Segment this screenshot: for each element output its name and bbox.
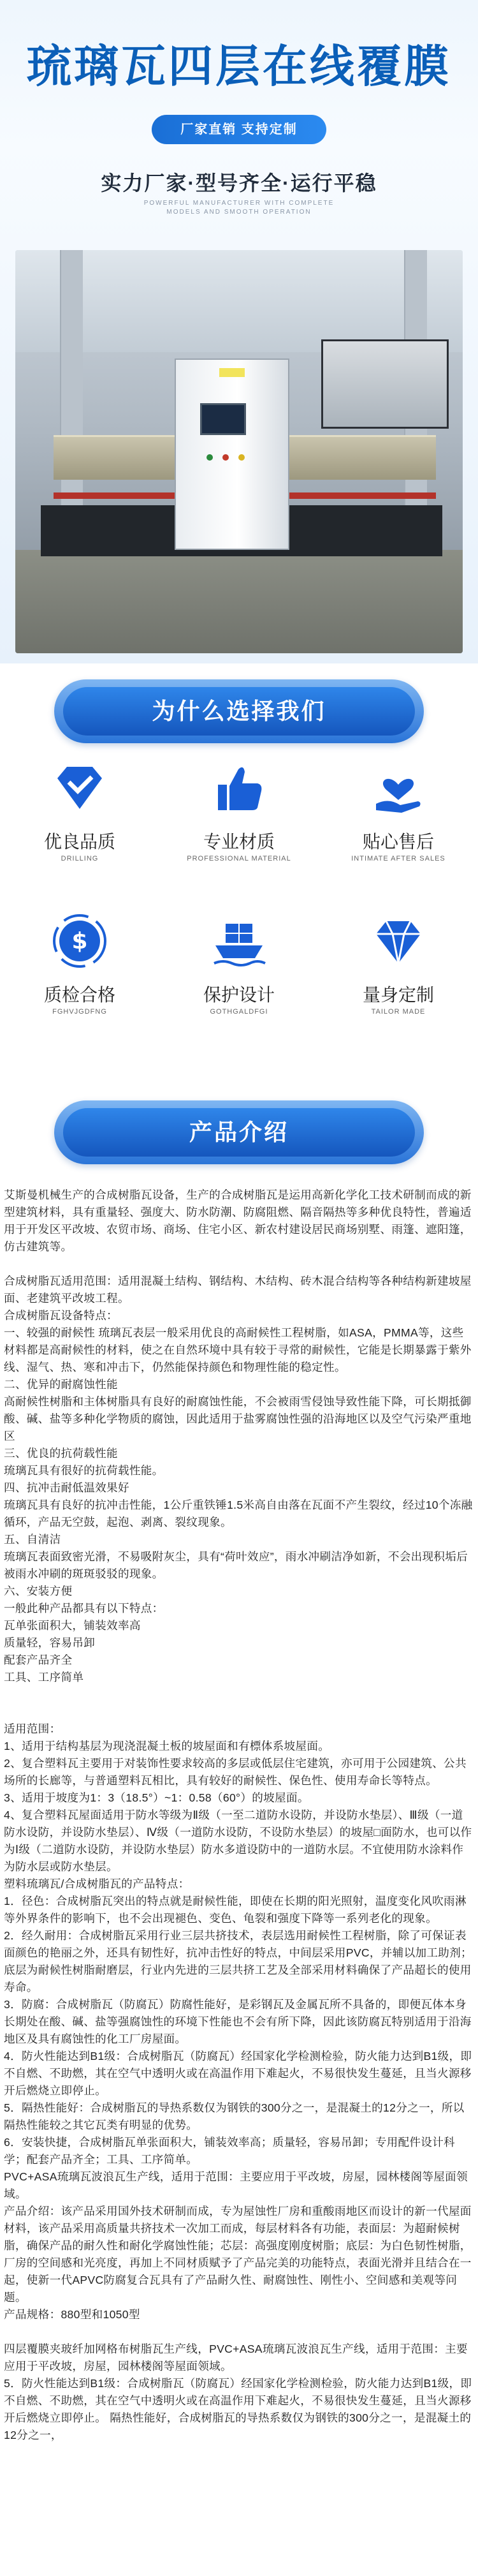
paragraph: 四层覆膜夹玻纤加网格布树脂瓦生产线，PVC+ASA琉璃瓦波浪瓦生产线，适用于范围：主要应用于平改坡，房屋，园林楼阁等屋面领域。	[4, 2343, 468, 2372]
hero-subtitle-en-line2: MODELS AND SMOOTH OPERATION	[166, 209, 312, 216]
paragraph: 二、优异的耐腐蚀性能	[4, 1378, 118, 1391]
feature-title: 保护设计	[203, 985, 275, 1005]
paragraph: 4、复合塑料瓦屋面适用于防水等级为Ⅱ级（一至二道防水设防，并设防水垫层）、Ⅲ级（一道防水设防，并设防水垫层）、Ⅳ级（一道防水设防，不设防水垫层）的坡屋□面防水，也可以作为Ⅰ级（二道防水设防，并设防水垫层）防水多道设防中的一道防水层。不宜使用防水涂料作为防水层或防水垫层。	[4, 1809, 472, 1873]
feature-title: 量身定制	[362, 985, 434, 1005]
hero-banner	[0, 0, 478, 663]
paragraph: 瓦单张面积大，铺装效率高	[4, 1619, 141, 1632]
feature-title: 贴心售后	[362, 832, 434, 852]
paragraph: 琉璃瓦具有很好的抗荷载性能。	[4, 1464, 164, 1477]
paragraph: 4．防火性能达到B1级：合成树脂瓦（防腐瓦）经国家化学检测检验，防火能力达到B1级，即不自燃、不助燃，其在空气中透明火或在高温作用下难起火，不易很快发生蔓延，且当火源移开后燃烧立即停止。	[4, 2050, 472, 2097]
dollar-globe-icon	[51, 912, 108, 970]
feature-title: 专业材质	[203, 832, 275, 852]
product-intro-text	[4, 1187, 474, 2444]
feature-grid	[0, 759, 478, 1053]
feature-title: 质检合格	[43, 985, 115, 1005]
paragraph-spacer	[4, 2323, 474, 2341]
feature-subtitle: INTIMATE AFTER SALES	[351, 855, 445, 862]
paragraph: 琉璃瓦表面致密光滑，不易吸附灰尘，具有“荷叶效应”，雨水冲刷洁净如新，不会出现积垢后被雨水冲刷的斑斑驳驳的现象。	[4, 1550, 468, 1580]
feature-subtitle: PROFESSIONAL MATERIAL	[187, 855, 291, 862]
feature-subtitle: TAILOR MADE	[371, 1008, 426, 1016]
paragraph: 适用范围：	[4, 1722, 61, 1735]
product-intro-heading	[54, 1100, 424, 1164]
product-intro-title: 产品介绍	[63, 1108, 415, 1157]
diamond-icon	[370, 912, 427, 970]
paragraph: 1．径色：合成树脂瓦突出的特点就是耐候性能，即使在长期的阳光照射，温度变化风吹雨淋等外界条件的影响下，也不会出现褪色、变色、龟裂和强度下降等一系列老化的现象。	[4, 1895, 467, 1925]
paragraph: 四、抗冲击耐低温效果好	[4, 1481, 129, 1494]
paragraph: PVC+ASA琉璃瓦波浪瓦生产线，适用于范围：主要应用于平改坡，房屋，园林楼阁等屋面领域。	[4, 2170, 468, 2200]
paragraph: 一般此种产品都具有以下特点：	[4, 1602, 164, 1615]
paragraph-spacer	[4, 1686, 474, 1703]
paragraph: 琉璃瓦具有良好的抗冲击性能，1公斤重铁锤1.5米高自由落在瓦面不产生裂纹，经过10个冻融循环，产品无空鼓，起泡、剥离、裂纹现象。	[4, 1499, 473, 1529]
feature-item	[319, 759, 478, 899]
paragraph: 5．隔热性能好：合成树脂瓦的导热系数仅为钢铁的300分之一，是混凝土的12分之一，所以隔热性能较之其它瓦类有明显的优势。	[4, 2101, 465, 2131]
feature-title: 优良品质	[43, 832, 115, 852]
heart-hand-icon	[370, 759, 427, 817]
paragraph: 五、自清洁	[4, 1533, 61, 1546]
paragraph: 2．经久耐用：合成树脂瓦采用行业三层共挤技术，表层选用耐候性工程树脂，除了可保证表面颜色的艳丽之外，还具有韧性好，抗冲击性好的特点，中间层采用PVC，并辅以加工助剂；底层为耐候性树脂耐磨层，行业内先进的三层共挤工艺及全部采用材料确保了产品超长的使用寿命。	[4, 1929, 472, 1994]
why-choose-heading	[54, 679, 424, 743]
paragraph: 1、适用于结构基层为现浇混凝土板的坡屋面和有標体系坡屋面。	[4, 1740, 330, 1752]
machine-photo	[15, 250, 463, 653]
paragraph: 三、优良的抗荷载性能	[4, 1447, 118, 1460]
feature-item	[159, 912, 319, 1053]
feature-item	[319, 912, 478, 1053]
paragraph: 六、安装方便	[4, 1585, 73, 1597]
paragraph: 2、复合塑料瓦主要用于对装饰性要求较高的多层或低层住宅建筑，亦可用于公园建筑、公共场所的长廊等，与普通塑料瓦相比，具有较好的耐候性、保色性、使用寿命长等特点。	[4, 1757, 467, 1787]
paragraph: 一、较强的耐候性 琉璃瓦表层一般采用优良的高耐候性工程树脂，如ASA，PMMA等，这些材料都是高耐候性的材料，使之在自然环境中具有较于寻常的耐候性，它能是长期暴露于紫外线、湿气、热、寒和冲击下，仍然能保持颜色和物理性能的稳定性。	[4, 1326, 472, 1373]
hero-title: 琉璃瓦四层在线覆膜	[27, 40, 451, 93]
cargo-ship-icon	[210, 912, 268, 970]
hero-badge: 厂家直销 支持定制	[152, 115, 326, 144]
paragraph-spacer	[4, 1703, 474, 1721]
paragraph: 配套产品齐全	[4, 1654, 73, 1666]
feature-subtitle: FGHVJGDFNG	[52, 1008, 107, 1016]
diamond-check-icon	[51, 759, 108, 817]
paragraph: 塑料琉璃瓦/合成树脂瓦的产品特点：	[4, 1877, 190, 1890]
feature-item	[0, 759, 159, 899]
paragraph: 3、适用于坡度为1：3（18.5°）~1：0.58（60°）的坡屋面。	[4, 1791, 309, 1804]
feature-item	[159, 759, 319, 899]
paragraph-spacer	[4, 1255, 474, 1273]
paragraph: 工具、工序简单	[4, 1671, 84, 1684]
hero-subtitle: 实力厂家·型号齐全·运行平稳	[101, 172, 377, 195]
hero-subtitle-en-line1: POWERFUL MANUFACTURER WITH COMPLETE	[143, 200, 335, 207]
paragraph: 合成树脂瓦适用范围：适用混凝土结构、钢结构、木结构、砖木混合结构等各种结构新建坡屋面、老建筑平改坡工程。	[4, 1275, 472, 1305]
paragraph: 产品规格：880型和1050型	[4, 2308, 140, 2321]
paragraph: 艾斯曼机械生产的合成树脂瓦设备，生产的合成树脂瓦是运用高新化学化工技术研制而成的新型建筑材料，具有重量轻、强度大、防水防潮、防腐阻燃、隔音隔热等多种优良特性，普遍适用于开发区平改坡、农贸市场、商场、住宅小区、新农村建设居民商场别墅、雨篷、遮阳篷，仿古建筑等。	[4, 1188, 472, 1253]
thumbs-up-icon	[210, 759, 268, 817]
why-choose-title: 为什么选择我们	[63, 687, 415, 736]
feature-subtitle: GOTHGALDFGI	[210, 1008, 268, 1016]
svg-text:$: $	[71, 928, 88, 954]
hero-subtitle-en	[0, 199, 478, 217]
paragraph: 质量轻，容易吊卸	[4, 1636, 96, 1649]
feature-subtitle: DRILLING	[61, 855, 99, 862]
paragraph: 5．防火性能达到B1级：合成树脂瓦（防腐瓦）经国家化学检测检验，防火能力达到B1级，即不自燃、不助燃，其在空气中透明火或在高温作用下难起火，不易很快发生蔓延，且当火源移开后燃烧立即停止。 隔热性能好，合成树脂瓦的导热系数仅为钢铁的300分之一，是混凝土的12分之一，	[4, 2377, 472, 2441]
feature-item	[0, 912, 159, 1053]
paragraph: 高耐候性树脂和主体树脂具有良好的耐腐蚀性能，不会被雨雪侵蚀导致性能下降，可长期抵御酸、碱、盐等多种化学物质的腐蚀，因此适用于盐雾腐蚀性强的沿海地区以及空气污染严重地区	[4, 1395, 472, 1442]
paragraph: 合成树脂瓦设备特点：	[4, 1309, 118, 1322]
paragraph: 6．安装快捷，合成树脂瓦单张面积大，铺装效率高；质量轻，容易吊卸；专用配件设计科学；配套产品齐全；工具、工序简单。	[4, 2136, 455, 2166]
paragraph: 3．防腐：合成树脂瓦（防腐瓦）防腐性能好，是彩钢瓦及金属瓦所不具备的，即便瓦体本身长期处在酸、碱、盐等强腐蚀性的环境下性能也不会有所下降，因此该防腐瓦特别适用于沿海地区及具有腐蚀性的化工厂房屋面。	[4, 1998, 472, 2045]
paragraph: 产品介绍：该产品采用国外技术研制而成，专为屋蚀性厂房和重酸雨地区而设计的新一代屋面材料，该产品采用高质量共挤技术一次加工而成，每层材料各有功能，表面层：为超耐候树脂，确保产品的耐久性和耐化学腐蚀性能；芯层：高强度刚度树脂；底层：为白色韧性树脂，厂房的空间感和光亮度，再加上不同材质赋予了产品完美的功能特点，表面光滑并且结合在一起，使新一代APVC防腐复合瓦具有了产品耐久性、耐腐蚀性、刚性小、空间感和美观等问题。	[4, 2205, 472, 2304]
